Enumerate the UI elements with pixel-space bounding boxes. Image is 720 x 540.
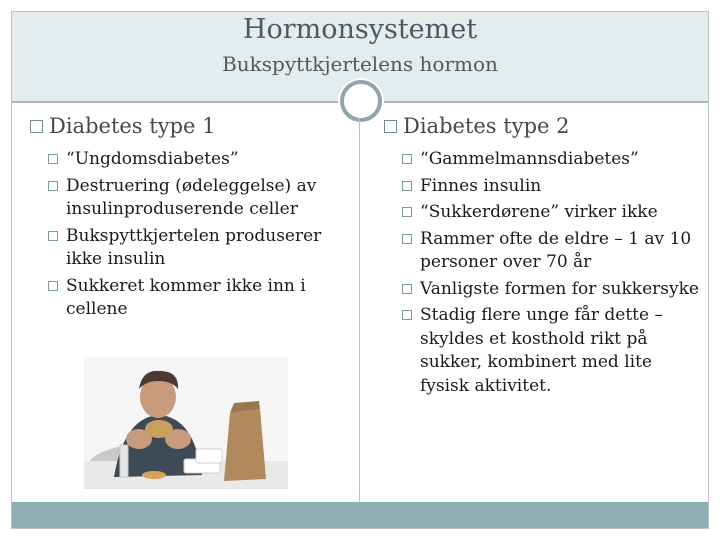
small-square-bullet-icon (402, 234, 412, 244)
small-square-bullet-icon (402, 154, 412, 164)
small-square-bullet-icon (48, 154, 58, 164)
list-item (46, 275, 352, 322)
small-square-bullet-icon (402, 310, 412, 320)
left-heading (30, 114, 352, 138)
list-item-text: “Gammelmannsdiabetes” (420, 149, 639, 169)
right-heading (384, 114, 700, 138)
list-item (400, 304, 700, 398)
column-divider (359, 118, 360, 502)
list-item-text: “Ungdomsdiabetes” (66, 149, 239, 169)
list-item (400, 228, 700, 275)
list-item-text: Finnes insulin (420, 175, 542, 196)
right-bullet-list (384, 148, 700, 398)
list-item (46, 225, 352, 272)
left-bullet-list (30, 148, 352, 322)
list-item-text: Vanligste formen for sukkersyke (420, 278, 699, 299)
small-square-bullet-icon (402, 207, 412, 217)
small-square-bullet-icon (48, 281, 58, 291)
slide-title: Hormonsystemet (242, 14, 478, 45)
left-heading-text: Diabetes type 1 (49, 114, 216, 138)
list-item-text: Sukkeret kommer ikke inn i cellene (66, 275, 306, 319)
list-item-text: Bukspyttkjertelen produserer ikke insulin (66, 225, 322, 269)
right-heading-text: Diabetes type 2 (403, 114, 570, 138)
square-bullet-icon (384, 120, 397, 133)
list-item (46, 175, 352, 222)
list-item-text: Rammer ofte de eldre – 1 av 10 personer over 70 år (420, 228, 692, 272)
slide-subtitle: Bukspyttkjertelens hormon (222, 52, 498, 76)
person-eating-photo (84, 357, 288, 489)
small-square-bullet-icon (402, 181, 412, 191)
list-item (400, 175, 700, 199)
list-item (46, 148, 352, 172)
small-square-bullet-icon (402, 284, 412, 294)
list-item-text: Stadig flere unge får dette – skyldes et kosthold rikt på sukker, kombinert med lite fysisk aktivitet. (420, 305, 663, 396)
list-item (400, 278, 700, 302)
small-square-bullet-icon (48, 181, 58, 191)
footer-band (12, 502, 708, 528)
person-eating-illustration (84, 357, 288, 489)
list-item-text: “Sukkerdørene” virker ikke (420, 202, 658, 222)
left-column (30, 114, 352, 325)
list-item (400, 201, 700, 225)
list-item-text: Destruering (ødeleggelse) av insulinproduserende celler (66, 175, 317, 219)
right-column (384, 114, 700, 401)
small-square-bullet-icon (48, 231, 58, 241)
list-item (400, 148, 700, 172)
square-bullet-icon (30, 120, 43, 133)
